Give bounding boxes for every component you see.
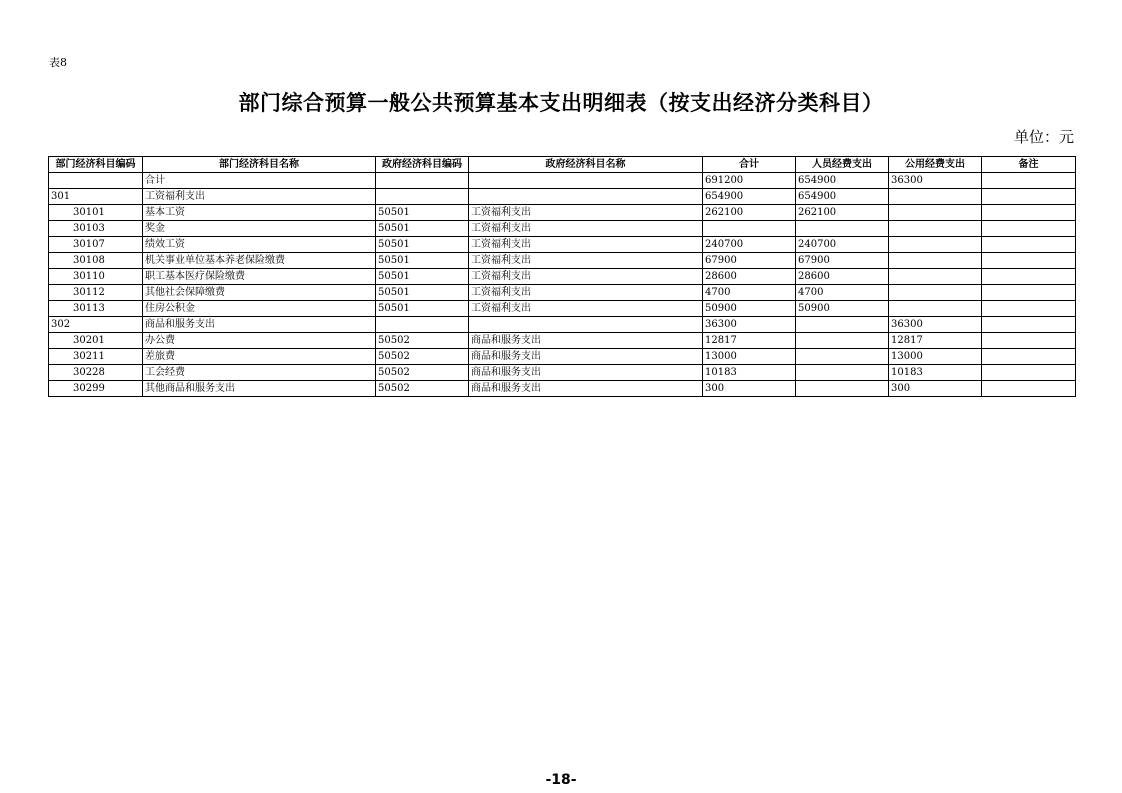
gov-name-cell: 工资福利支出: [469, 253, 703, 269]
economic-code-cell: 301: [49, 189, 143, 205]
page-number: -18-: [545, 772, 577, 788]
table-row: [49, 317, 1076, 333]
table-row: [49, 205, 1076, 221]
table-row: [49, 333, 1076, 349]
note-cell: [982, 301, 1076, 317]
table-row: [49, 269, 1076, 285]
gov-name-cell: 工资福利支出: [469, 285, 703, 301]
note-cell: [982, 205, 1076, 221]
economic-code-cell: 30299: [49, 381, 143, 397]
table-row: [49, 349, 1076, 365]
budget-table: [48, 156, 1076, 397]
personnel-cell: 67900: [796, 253, 889, 269]
page-title: 部门综合预算一般公共预算基本支出明细表（按支出经济分类科目）: [238, 91, 884, 115]
table-row: [49, 221, 1076, 237]
table-row: [49, 285, 1076, 301]
economic-code-cell: [49, 173, 143, 189]
personnel-cell: 654900: [796, 189, 889, 205]
gov-code-cell: 50501: [376, 285, 469, 301]
total-cell: 28600: [703, 269, 796, 285]
column-header: 部门经济科目编码: [49, 157, 143, 173]
gov-name-cell: 商品和服务支出: [469, 349, 703, 365]
economic-name-cell: 工资福利支出: [143, 189, 376, 205]
economic-code-cell: 30112: [49, 285, 143, 301]
gov-name-cell: [469, 317, 703, 333]
total-cell: 654900: [703, 189, 796, 205]
gov-code-cell: 50501: [376, 221, 469, 237]
economic-code-cell: 30201: [49, 333, 143, 349]
table-body: [49, 173, 1076, 397]
economic-code-cell: 30228: [49, 365, 143, 381]
economic-name-cell: 机关事业单位基本养老保险缴费: [143, 253, 376, 269]
column-header: 人员经费支出: [796, 157, 889, 173]
table-row: [49, 301, 1076, 317]
total-cell: 10183: [703, 365, 796, 381]
personnel-cell: 50900: [796, 301, 889, 317]
economic-name-cell: 商品和服务支出: [143, 317, 376, 333]
gov-code-cell: [376, 189, 469, 205]
total-cell: 67900: [703, 253, 796, 269]
gov-name-cell: 商品和服务支出: [469, 381, 703, 397]
economic-name-cell: 差旅费: [143, 349, 376, 365]
personnel-cell: [796, 333, 889, 349]
economic-code-cell: 30211: [49, 349, 143, 365]
personnel-cell: [796, 221, 889, 237]
gov-code-cell: 50501: [376, 253, 469, 269]
economic-code-cell: 30110: [49, 269, 143, 285]
personnel-cell: [796, 381, 889, 397]
table-row: [49, 381, 1076, 397]
public-cell: [889, 285, 982, 301]
public-cell: [889, 253, 982, 269]
public-cell: 12817: [889, 333, 982, 349]
economic-code-cell: 30108: [49, 253, 143, 269]
economic-name-cell: 办公费: [143, 333, 376, 349]
personnel-cell: [796, 365, 889, 381]
note-cell: [982, 333, 1076, 349]
gov-name-cell: 工资福利支出: [469, 237, 703, 253]
gov-code-cell: 50501: [376, 269, 469, 285]
gov-name-cell: [469, 189, 703, 205]
column-header: 部门经济科目名称: [143, 157, 376, 173]
table-row: [49, 189, 1076, 205]
gov-name-cell: [469, 173, 703, 189]
economic-name-cell: 住房公积金: [143, 301, 376, 317]
gov-code-cell: 50502: [376, 381, 469, 397]
economic-name-cell: 工会经费: [143, 365, 376, 381]
economic-code-cell: 30103: [49, 221, 143, 237]
gov-code-cell: 50502: [376, 365, 469, 381]
gov-name-cell: 商品和服务支出: [469, 365, 703, 381]
note-cell: [982, 349, 1076, 365]
total-cell: 262100: [703, 205, 796, 221]
table-row: [49, 365, 1076, 381]
note-cell: [982, 317, 1076, 333]
column-header: 公用经费支出: [889, 157, 982, 173]
public-cell: 10183: [889, 365, 982, 381]
gov-code-cell: [376, 317, 469, 333]
gov-code-cell: 50501: [376, 301, 469, 317]
economic-code-cell: 30101: [49, 205, 143, 221]
gov-code-cell: 50501: [376, 205, 469, 221]
total-cell: 691200: [703, 173, 796, 189]
unit-label: 单位：元: [1013, 128, 1074, 146]
personnel-cell: 240700: [796, 237, 889, 253]
economic-name-cell: 其他社会保障缴费: [143, 285, 376, 301]
economic-name-cell: 合计: [143, 173, 376, 189]
note-cell: [982, 365, 1076, 381]
note-cell: [982, 221, 1076, 237]
personnel-cell: 4700: [796, 285, 889, 301]
gov-name-cell: 商品和服务支出: [469, 333, 703, 349]
note-cell: [982, 253, 1076, 269]
public-cell: 36300: [889, 317, 982, 333]
gov-name-cell: 工资福利支出: [469, 269, 703, 285]
economic-name-cell: 其他商品和服务支出: [143, 381, 376, 397]
public-cell: [889, 221, 982, 237]
column-header: 政府经济科目名称: [469, 157, 703, 173]
gov-code-cell: [376, 173, 469, 189]
gov-code-cell: 50501: [376, 237, 469, 253]
total-cell: 4700: [703, 285, 796, 301]
public-cell: 300: [889, 381, 982, 397]
column-header: 政府经济科目编码: [376, 157, 469, 173]
personnel-cell: 28600: [796, 269, 889, 285]
economic-name-cell: 绩效工资: [143, 237, 376, 253]
gov-name-cell: 工资福利支出: [469, 221, 703, 237]
economic-name-cell: 奖金: [143, 221, 376, 237]
public-cell: 36300: [889, 173, 982, 189]
economic-code-cell: 30113: [49, 301, 143, 317]
personnel-cell: 654900: [796, 173, 889, 189]
total-cell: 240700: [703, 237, 796, 253]
table-row: [49, 237, 1076, 253]
public-cell: [889, 269, 982, 285]
personnel-cell: [796, 317, 889, 333]
total-cell: 13000: [703, 349, 796, 365]
gov-code-cell: 50502: [376, 349, 469, 365]
table-header-row: [49, 157, 1076, 173]
personnel-cell: 262100: [796, 205, 889, 221]
gov-name-cell: 工资福利支出: [469, 205, 703, 221]
note-cell: [982, 173, 1076, 189]
table-row: [49, 253, 1076, 269]
public-cell: [889, 189, 982, 205]
total-cell: [703, 221, 796, 237]
note-cell: [982, 189, 1076, 205]
total-cell: 36300: [703, 317, 796, 333]
total-cell: 300: [703, 381, 796, 397]
note-cell: [982, 269, 1076, 285]
economic-name-cell: 职工基本医疗保险缴费: [143, 269, 376, 285]
public-cell: [889, 237, 982, 253]
table-row: [49, 173, 1076, 189]
gov-code-cell: 50502: [376, 333, 469, 349]
economic-name-cell: 基本工资: [143, 205, 376, 221]
note-cell: [982, 285, 1076, 301]
column-header: 备注: [982, 157, 1076, 173]
note-cell: [982, 237, 1076, 253]
public-cell: 13000: [889, 349, 982, 365]
note-cell: [982, 381, 1076, 397]
total-cell: 50900: [703, 301, 796, 317]
total-cell: 12817: [703, 333, 796, 349]
public-cell: [889, 205, 982, 221]
economic-code-cell: 302: [49, 317, 143, 333]
gov-name-cell: 工资福利支出: [469, 301, 703, 317]
column-header: 合计: [703, 157, 796, 173]
personnel-cell: [796, 349, 889, 365]
table-label: 表8: [49, 56, 67, 69]
economic-code-cell: 30107: [49, 237, 143, 253]
public-cell: [889, 301, 982, 317]
